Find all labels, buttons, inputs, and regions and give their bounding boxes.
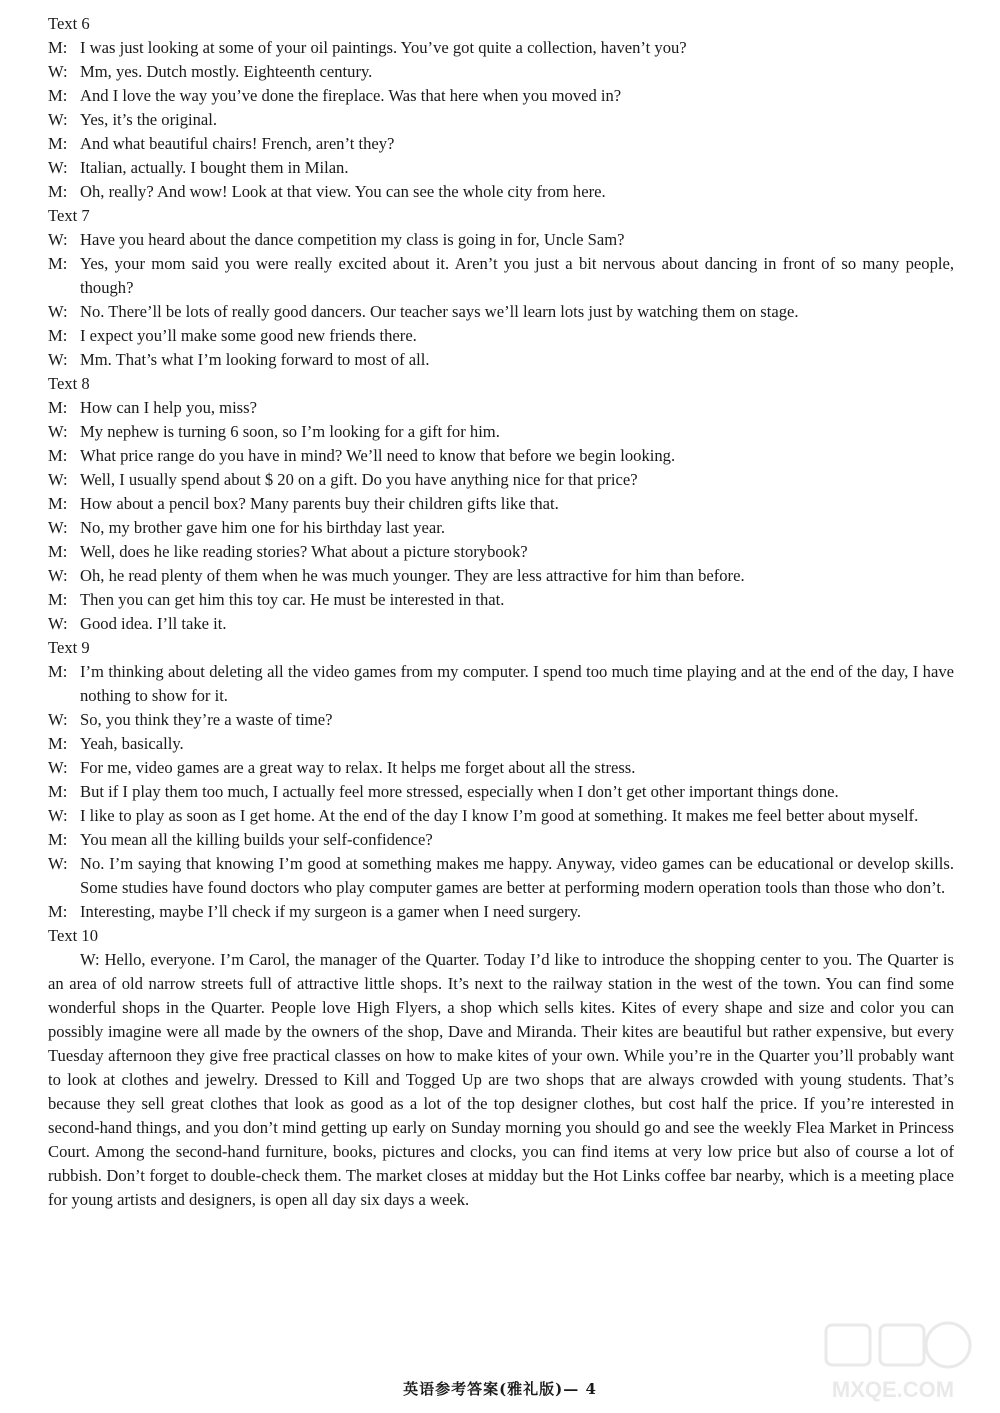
page-footer: 英语参考答案(雅礼版)— 4	[403, 1380, 597, 1398]
dialogue-line	[48, 756, 954, 780]
dialogue-text: I like to play as soon as I get home. At the end of the day I know I’m good at something. It makes me feel better about myself.	[80, 806, 919, 825]
dialogue-text: I’m thinking about deleting all the video games from my computer. I spend too much time playing and at the end of the day, I have nothing to show for it.	[80, 662, 954, 705]
dialogue-text: But if I play them too much, I actually feel more stressed, especially when I don’t get other important things done.	[80, 782, 839, 801]
dialogue-line	[48, 540, 954, 564]
text-6-section	[48, 12, 954, 204]
dialogue-text: What price range do you have in mind? We’ll need to know that before we begin looking.	[80, 446, 676, 465]
dialogue-line	[48, 396, 954, 420]
dialogue-text: So, you think they’re a waste of time?	[80, 710, 333, 729]
speaker-label: M:	[48, 86, 68, 105]
dialogue-text: How can I help you, miss?	[80, 398, 257, 417]
dialogue-line	[48, 324, 954, 348]
dialogue-line	[48, 228, 954, 252]
speaker-label: M:	[48, 902, 68, 921]
dialogue-text: Interesting, maybe I’ll check if my surgeon is a gamer when I need surgery.	[80, 902, 582, 921]
text-9-section	[48, 636, 954, 924]
speaker-label: W:	[48, 758, 68, 777]
speaker-label: W:	[48, 158, 68, 177]
speaker-label: M:	[48, 662, 68, 681]
dialogue-line	[48, 444, 954, 468]
dialogue-line	[48, 780, 954, 804]
speaker-label: M:	[48, 182, 68, 201]
dialogue-line	[48, 660, 954, 708]
dialogue-text: Mm. That’s what I’m looking forward to most of all.	[80, 350, 430, 369]
text-7-section	[48, 204, 954, 372]
speaker-label: W:	[48, 302, 68, 321]
dialogue-text: I expect you’ll make some good new friends there.	[80, 326, 417, 345]
text-8-section	[48, 372, 954, 636]
speaker-label: W:	[48, 62, 68, 81]
dialogue-text: Yes, it’s the original.	[80, 110, 218, 129]
dialogue-text: Oh, really? And wow! Look at that view. You can see the whole city from here.	[80, 182, 606, 201]
dialogue-text: No, my brother gave him one for his birthday last year.	[80, 518, 445, 537]
section-heading: Text 7	[48, 206, 90, 225]
speaker-label: M:	[48, 494, 68, 513]
dialogue-line	[48, 900, 954, 924]
dialogue-line	[48, 468, 954, 492]
speaker-label: M:	[48, 254, 68, 273]
dialogue-line	[48, 492, 954, 516]
dialogue-line	[48, 60, 954, 84]
speaker-label: M:	[48, 590, 68, 609]
speaker-label: M:	[48, 734, 68, 753]
speaker-label: W:	[48, 350, 68, 369]
dialogue-line	[48, 564, 954, 588]
dialogue-text: And I love the way you’ve done the fireplace. Was that here when you moved in?	[80, 86, 622, 105]
dialogue-text: Yes, your mom said you were really excited about it. Aren’t you just a bit nervous about dancing in front of so many people, though?	[80, 254, 954, 297]
dialogue-text: Well, I usually spend about $ 20 on a gift. Do you have anything nice for that price?	[80, 470, 638, 489]
dialogue-line	[48, 132, 954, 156]
dialogue-line	[48, 252, 954, 300]
dialogue-text: And what beautiful chairs! French, aren’t they?	[80, 134, 395, 153]
monologue-paragraph: W: Hello, everyone. I’m Carol, the manager of the Quarter. Today I’d like to introduce the shopping center to you. The Quarter is an area of old narrow streets full of attractive little shops. It’s next to the railway station in the west of the town. You can find some wonderful shops in the Quarter. People love High Flyers, a shop which sells kites. Kites of every shape and size and color you can possibly imagine were all made by the owners of the shop, Dave and Miranda. Their kites are beautiful but rather expensive, but every Tuesday afternoon they give free practical classes on how to make kites of your own. While you’re in the Quarter you’ll probably want to look at clothes and jewelry. Dressed to Kill and Togged Up are two shops that are always crowded with young students. That’s because they sell great clothes that look as good as a lot of the top designer clothes, but cost half the price. If you’re interested in second-hand things, and you don’t mind getting up early on Sunday morning you should go and see the weekly Flea Market in Princess Court. Among the second-hand furniture, books, pictures and clocks, you can find items at very low price but also of course a lot of rubbish. Don’t forget to double-check them. The market closes at midday but the Hot Links coffee bar nearby, which is a meeting place for young artists and designers, is open all day six days a week.	[48, 950, 954, 1209]
speaker-label: W:	[48, 710, 68, 729]
dialogue-text: I was just looking at some of your oil paintings. You’ve got quite a collection, haven’t you?	[80, 38, 687, 57]
dialogue-text: Have you heard about the dance competition my class is going in for, Uncle Sam?	[80, 230, 625, 249]
dialogue-line	[48, 732, 954, 756]
dialogue-line	[48, 828, 954, 852]
section-heading: Text 8	[48, 374, 90, 393]
dialogue-line	[48, 804, 954, 828]
dialogue-text: No. I’m saying that knowing I’m good at something makes me happy. Anyway, video games can be educational or develop skills. Some studies have found doctors who play computer games are better at performing modern operation tools than those who don’t.	[80, 854, 954, 897]
dialogue-line	[48, 708, 954, 732]
dialogue-line	[48, 36, 954, 60]
speaker-label: W:	[48, 854, 68, 873]
watermark-logo	[808, 1315, 978, 1407]
dialogue-line	[48, 108, 954, 132]
dialogue-line	[48, 300, 954, 324]
speaker-label: W:	[48, 110, 68, 129]
speaker-label: W:	[48, 566, 68, 585]
speaker-label: W:	[48, 806, 68, 825]
section-heading: Text 6	[48, 14, 90, 33]
dialogue-text: For me, video games are a great way to relax. It helps me forget about all the stress.	[80, 758, 636, 777]
dialogue-line	[48, 84, 954, 108]
speaker-label: W:	[48, 518, 68, 537]
document-body	[48, 12, 954, 1212]
dialogue-line	[48, 588, 954, 612]
text-10-section	[48, 924, 954, 1212]
dialogue-line	[48, 516, 954, 540]
speaker-label: W:	[48, 422, 68, 441]
speaker-label: W:	[48, 230, 68, 249]
dialogue-line	[48, 420, 954, 444]
dialogue-text: Yeah, basically.	[80, 734, 184, 753]
dialogue-line	[48, 852, 954, 900]
speaker-label: M:	[48, 38, 68, 57]
speaker-label: M:	[48, 782, 68, 801]
dialogue-text: How about a pencil box? Many parents buy their children gifts like that.	[80, 494, 559, 513]
speaker-label: M:	[48, 134, 68, 153]
dialogue-text: No. There’ll be lots of really good dancers. Our teacher says we’ll learn lots just by watching them on stage.	[80, 302, 799, 321]
dialogue-text: Italian, actually. I bought them in Milan.	[80, 158, 349, 177]
dialogue-text: Mm, yes. Dutch mostly. Eighteenth century.	[80, 62, 373, 81]
section-heading: Text 9	[48, 638, 90, 657]
dialogue-text: Well, does he like reading stories? What about a picture storybook?	[80, 542, 528, 561]
dialogue-line	[48, 180, 954, 204]
dialogue-text: Oh, he read plenty of them when he was much younger. They are less attractive for him than before.	[80, 566, 745, 585]
dialogue-line	[48, 156, 954, 180]
speaker-label: M:	[48, 326, 68, 345]
speaker-label: M:	[48, 542, 68, 561]
speaker-label: M:	[48, 398, 68, 417]
dialogue-text: Then you can get him this toy car. He must be interested in that.	[80, 590, 505, 609]
speaker-label: W:	[48, 614, 68, 633]
dialogue-line	[48, 612, 954, 636]
dialogue-text: You mean all the killing builds your self-confidence?	[80, 830, 433, 849]
watermark-text: MXQE.COM	[831, 1377, 955, 1402]
speaker-label: M:	[48, 446, 68, 465]
speaker-label: M:	[48, 830, 68, 849]
section-heading: Text 10	[48, 926, 98, 945]
dialogue-text: Good idea. I’ll take it.	[80, 614, 227, 633]
speaker-label: W:	[48, 470, 68, 489]
dialogue-text: My nephew is turning 6 soon, so I’m looking for a gift for him.	[80, 422, 500, 441]
dialogue-line	[48, 348, 954, 372]
